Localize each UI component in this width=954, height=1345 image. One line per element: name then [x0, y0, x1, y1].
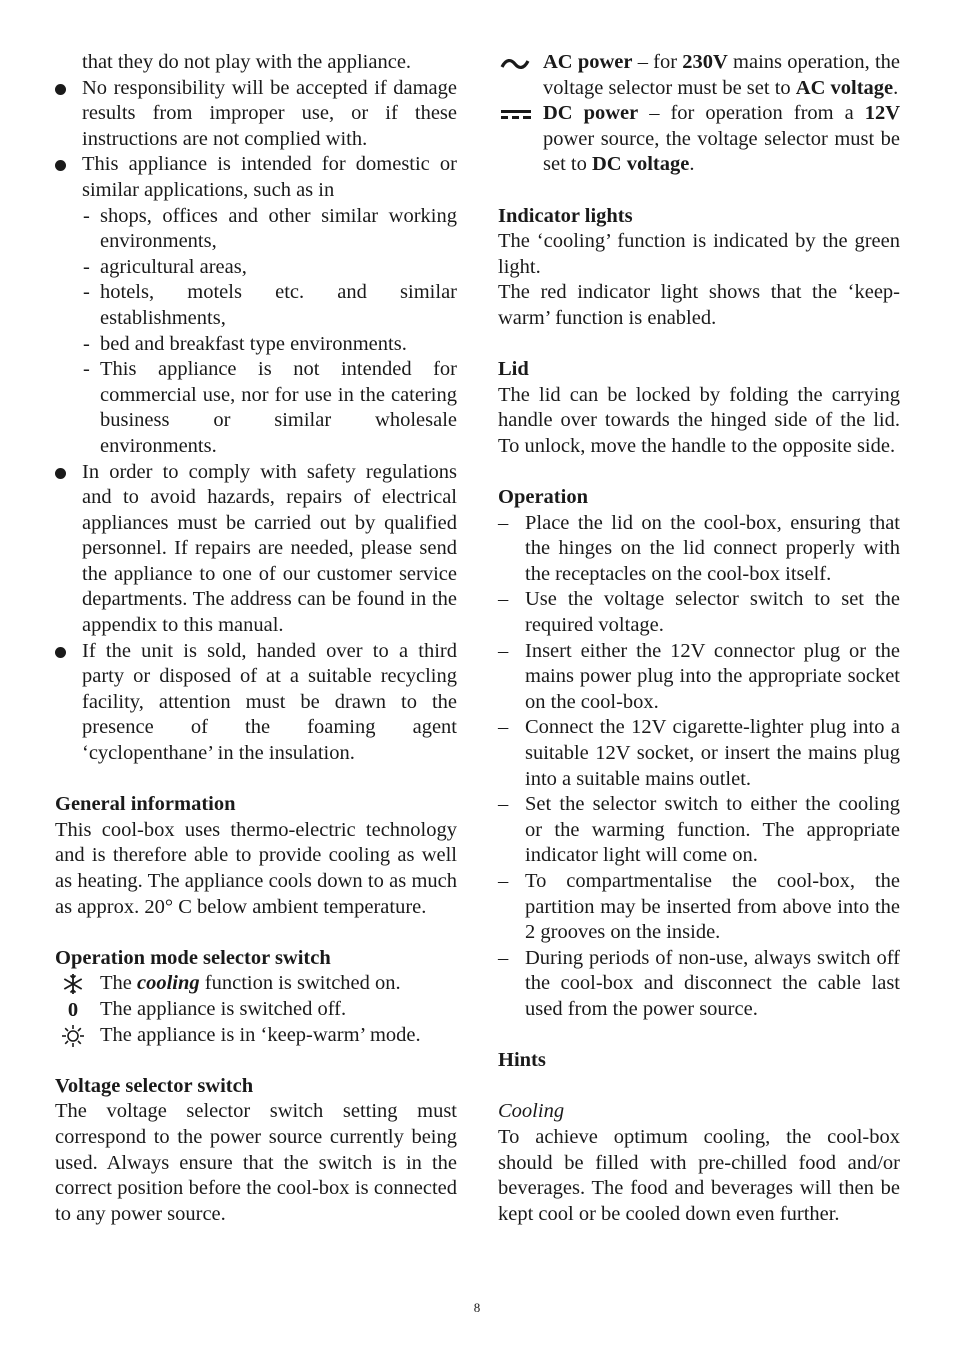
- list-item: – Insert either the 12V connector plug or the mains power plug into the appropriate socket on the cool-box.: [498, 639, 900, 713]
- list-item-text: No responsibility will be accepted if damage results from improper use, or if these instructions are not complied with.: [82, 76, 457, 150]
- list-item-text: If the unit is sold, handed over to a third party or disposed of at a suitable recycling facility, attention must be drawn to the presence of the foaming agent ‘cyclopenthane’ in the insulation.: [82, 639, 457, 765]
- list-item: [55, 152, 457, 203]
- list-item: – During periods of non-use, always switch off the cool-box and disconnect the cable last used from the power source.: [498, 946, 900, 1020]
- list-item: – Set the selector switch to either the cooling or the warming function. The appropriate indicator light will come on.: [498, 793, 900, 867]
- left-column: [55, 50, 457, 1227]
- sub-list-item-text: This appliance is not intended for commercial use, nor for use in the catering business or similar wholesale environments.: [100, 358, 457, 457]
- continued-text: that they do not play with the appliance.: [82, 51, 412, 73]
- ac-power-item: AC power – for 230V mains operation, the voltage selector must be set to AC voltage.: [498, 50, 900, 101]
- list-item-text: In order to comply with safety regulations and to avoid hazards, repairs of electrical appliances must be carried out by qualified personnel. If repairs are needed, please send the appliance to one of our customer service departments. The address can be found in the appendix to this manual.: [82, 460, 457, 637]
- hints-heading: Hints: [498, 1049, 546, 1072]
- indicator-lights-text: The red indicator light shows that the ‘keep-warm’ function is enabled.: [498, 281, 900, 329]
- mode-selector-heading: Operation mode selector switch: [55, 946, 331, 969]
- sub-list-item: - This appliance is not intended for commercial use, nor for use in the catering business or similar wholesale environments.: [83, 358, 457, 457]
- sub-list-item-text: agricultural areas,: [100, 255, 247, 278]
- right-column: [498, 50, 900, 1227]
- bullet-icon: [55, 647, 66, 658]
- list-item: [55, 76, 457, 153]
- voltage-selector-text: The voltage selector switch setting must correspond to the power source currently being used. Always ensure that the switch is in the correct position before the cool-box is connected to any power source.: [55, 1100, 457, 1225]
- list-item: [55, 460, 457, 639]
- mode-cooling: The cooling function is switched on.: [55, 971, 457, 997]
- dc-lines-icon: [500, 105, 532, 131]
- bullet-icon: [55, 468, 66, 479]
- list-item: – To compartmentalise the cool-box, the partition may be inserted from above into the 2 grooves on the inside.: [498, 870, 900, 944]
- mode-off: 0 The appliance is switched off.: [55, 997, 457, 1023]
- operation-heading: Operation: [498, 486, 588, 509]
- list-item-text: This appliance is intended for domestic or similar applications, such as in: [82, 153, 457, 201]
- indicator-lights-heading: Indicator lights: [498, 204, 633, 227]
- list-item: – Place the lid on the cool-box, ensuring that the hinges on the lid connect properly with the receptacles on the cool-box itself.: [498, 511, 900, 585]
- general-information-heading: General information: [55, 793, 236, 816]
- snowflake-icon: [61, 972, 85, 996]
- lid-heading: Lid: [498, 358, 529, 381]
- bullet-icon: [55, 160, 66, 171]
- zero-icon: 0: [67, 998, 79, 1021]
- bullet-icon: [55, 84, 66, 95]
- dc-power-item: DC power – for operation from a 12V power source, the voltage selector must be set to DC voltage.: [498, 101, 900, 178]
- mode-keep-warm: The appliance is in ‘keep-warm’ mode.: [55, 1023, 457, 1049]
- sub-list-item: - agricultural areas,: [83, 255, 247, 278]
- ac-wave-icon: [500, 54, 530, 80]
- sub-list-item-text: bed and breakfast type environments.: [100, 332, 407, 355]
- page-number: 8: [473, 1300, 481, 1315]
- sub-list-item: - bed and breakfast type environments.: [83, 332, 407, 355]
- voltage-selector-heading: Voltage selector switch: [55, 1074, 254, 1097]
- cooling-subheading: Cooling: [498, 1100, 565, 1123]
- list-item: – Use the voltage selector switch to set the required voltage.: [498, 588, 900, 637]
- sub-list-item: - hotels, motels etc. and similar establishments,: [83, 281, 457, 329]
- general-information-text: This cool-box uses thermo-electric technology and is therefore able to provide cooling as well as heating. The appliance cools down to as much as approx. 20° C below ambient temperature.: [55, 818, 457, 918]
- sub-list-item-text: hotels, motels etc. and similar establishments,: [100, 281, 457, 329]
- list-item: – Connect the 12V cigarette-lighter plug into a suitable 12V socket, or insert the mains plug into a suitable mains outlet.: [498, 716, 900, 790]
- lid-text: The lid can be locked by folding the carrying handle over towards the hinged side of the lid. To unlock, move the handle to the opposite side.: [498, 383, 900, 457]
- sub-list-item-text: shops, offices and other similar working environments,: [100, 204, 457, 253]
- cooling-text: To achieve optimum cooling, the cool-box should be filled with pre-chilled food and/or beverages. The food and beverages will then be kept cool or be cooled down even further.: [498, 1125, 900, 1225]
- indicator-lights-text: The ‘cooling’ function is indicated by the green light.: [498, 230, 900, 278]
- list-item: [55, 639, 457, 767]
- sub-list-item: - shops, offices and other similar working environments,: [83, 204, 457, 253]
- sun-icon: [61, 1024, 85, 1048]
- cooling-emphasis: cooling: [137, 972, 200, 995]
